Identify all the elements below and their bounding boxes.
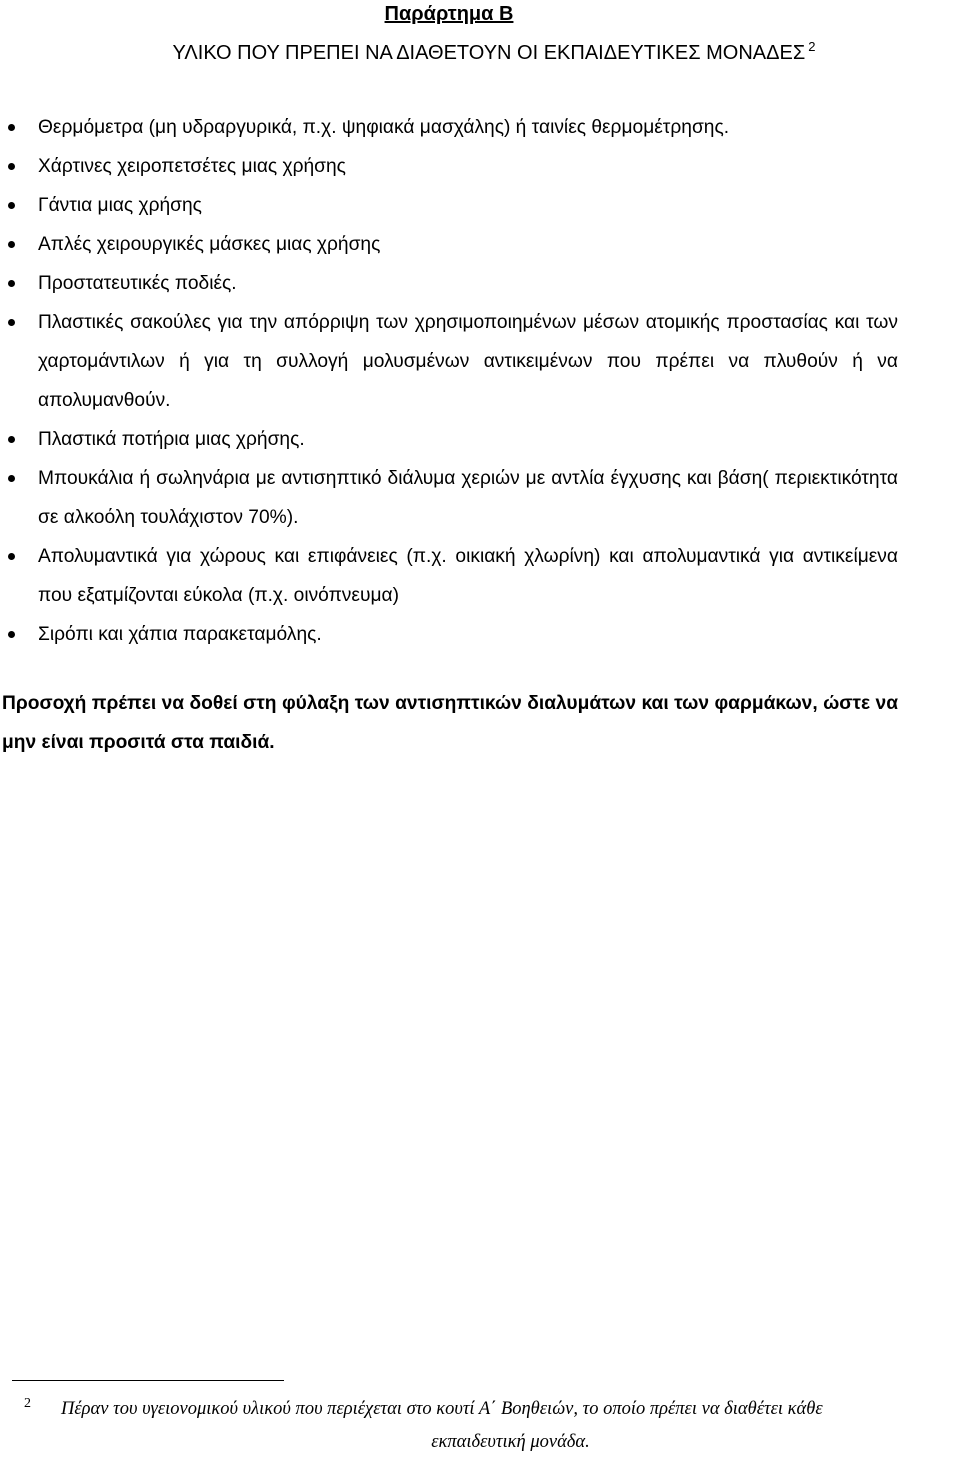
warning-paragraph: Προσοχή πρέπει να δοθεί στη φύλαξη των αντισηπτικών διαλυμάτων και των φαρμάκων, ώστε να μην είναι προσιτά στα παιδιά. <box>2 693 898 753</box>
list-item-text: Απλές χειρουργικές μάσκες μιας χρήσης <box>38 234 381 255</box>
appendix-title: Παράρτημα Β <box>384 3 514 25</box>
appendix-subtitle <box>0 35 960 65</box>
list-item <box>0 225 898 264</box>
list-item-text: Θερμόμετρα (μη υδραργυρικά, π.χ. ψηφιακά μασχάλης) ή ταινίες θερμομέτρησης. <box>38 117 730 138</box>
bullet-icon <box>8 124 15 131</box>
list-item-text: Μπουκάλια ή σωληνάρια με αντισηπτικό διάλυμα χεριών με αντλία έγχυσης και βάση( περιεκτικότητα σε αλκοόλη τουλάχιστον 70%). <box>38 468 898 528</box>
bullet-icon <box>8 631 15 638</box>
footnote-marker: 2 <box>24 1396 31 1411</box>
subtitle-text: ΥΛΙΚΟ ΠΟΥ ΠΡΕΠΕΙ ΝΑ ΔΙΑΘΕΤΟΥΝ ΟΙ ΕΚΠΑΙΔΕΥΤΙΚΕΣ ΜΟΝΑΔΕΣ <box>172 42 806 64</box>
list-item <box>0 420 898 459</box>
list-item-text: Πλαστικές σακούλες για την απόρριψη των χρησιμοποιημένων μέσων ατομικής προστασίας και των χαρτομάντιλων ή για τη συλλογή μολυσμένων αντικειμένων που πρέπει να πλυθούν ή να απολυμανθούν. <box>38 312 898 411</box>
list-item <box>0 459 898 537</box>
list-item-text: Χάρτινες χειροπετσέτες μιας χρήσης <box>38 156 346 177</box>
bullet-icon <box>8 319 15 326</box>
list-item <box>0 615 898 654</box>
footnote-divider <box>12 1380 284 1381</box>
list-item <box>0 264 898 303</box>
list-item-text: Απολυμαντικά για χώρους και επιφάνειες (π.χ. οικιακή χλωρίνη) και απολυμαντικά για αντικείμενα που εξατμίζονται εύκολα (π.χ. οινόπνευμα) <box>38 546 898 606</box>
list-item-text: Σιρόπι και χάπια παρακεταμόλης. <box>38 624 322 645</box>
bullet-icon <box>8 553 15 560</box>
bullet-icon <box>8 163 15 170</box>
bullet-icon <box>8 436 15 443</box>
bullet-icon <box>8 475 15 482</box>
list-item <box>0 537 898 615</box>
list-item <box>0 147 898 186</box>
list-item <box>0 303 898 420</box>
list-item <box>0 186 898 225</box>
supply-list <box>0 108 898 654</box>
footnote <box>24 1393 960 1459</box>
bullet-icon <box>8 241 15 248</box>
list-item-text: Γάντια μιας χρήσης <box>38 195 202 216</box>
list-item <box>0 108 898 147</box>
footnote-text-line1: Πέραν του υγειονομικού υλικού που περιέχεται στο κουτί Α΄ Βοηθειών, το οποίο πρέπει να διαθέτει κάθε <box>61 1399 823 1419</box>
list-item-text: Πλαστικά ποτήρια μιας χρήσης. <box>38 429 305 450</box>
footnote-text-line2: εκπαιδευτική μονάδα. <box>431 1432 590 1452</box>
list-item-text: Προστατευτικές ποδιές. <box>38 273 237 294</box>
footnote-reference: 2 <box>808 39 816 54</box>
bullet-icon <box>8 280 15 287</box>
bullet-icon <box>8 202 15 209</box>
